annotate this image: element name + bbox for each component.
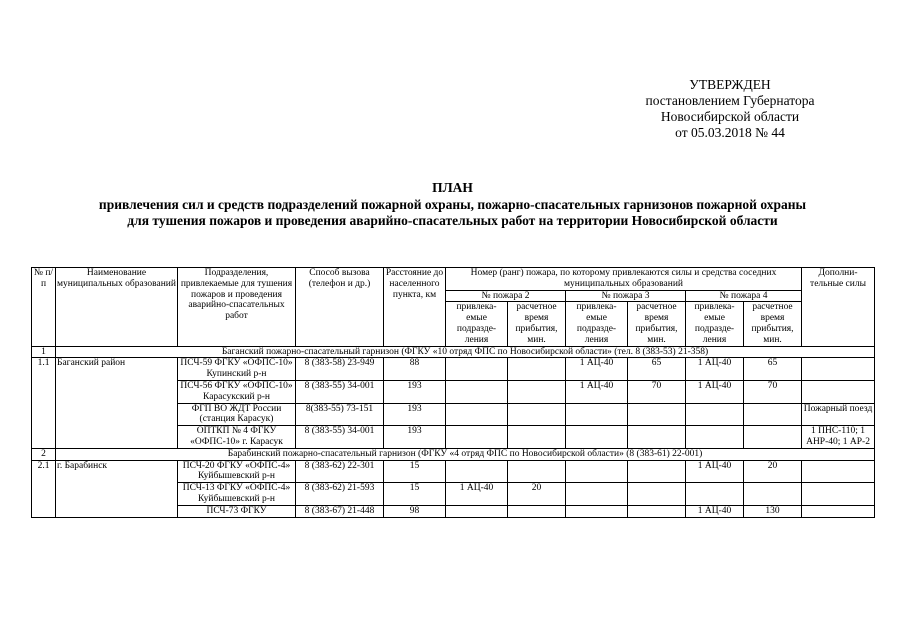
plan-table	[31, 267, 875, 518]
row-call: 8 (383-55) 34-001	[296, 380, 384, 403]
row-unit: ПСЧ-13 ФГКУ «ОФПС-4» Куйбышевский р-н	[178, 483, 296, 506]
row-municipality: г. Барабинск	[56, 460, 178, 517]
row-call: 8 (383-58) 23-949	[296, 358, 384, 381]
section-num: 1	[32, 346, 56, 358]
header-arrival: расчетное время прибытия, мин.	[744, 302, 802, 346]
row-f3-time	[628, 426, 686, 449]
title-line-1: привлечения сил и средств подразделений пожарной охраны, пожарно-спасательных гарнизонов пожарной охраны	[98, 196, 807, 212]
row-f2-time	[508, 380, 566, 403]
title-heading: ПЛАН	[432, 180, 473, 195]
row-f4-unit: 1 АЦ-40	[686, 380, 744, 403]
row-f3-time	[628, 483, 686, 506]
row-f4-time: 20	[744, 460, 802, 483]
row-f2-time	[508, 460, 566, 483]
row-distance: 193	[384, 380, 446, 403]
row-call: 8 (383-67) 21-448	[296, 505, 384, 517]
row-f4-time: 130	[744, 505, 802, 517]
row-extra	[802, 483, 875, 506]
row-f4-unit	[686, 403, 744, 426]
row-distance: 15	[384, 483, 446, 506]
header-units: Подразделения, привлекаемые для тушения пожаров и проведения аварийно-спасательных работ	[178, 268, 296, 347]
row-f2-time	[508, 426, 566, 449]
approval-block	[560, 77, 900, 141]
row-num: 2.1	[32, 460, 56, 517]
header-fire-3: № пожара 3	[566, 290, 686, 302]
section-title: Барабинский пожарно-спасательный гарнизон (ФГКУ «4 отряд ФПС по Новосибирской области» (8 (383-61) 22-001)	[56, 448, 875, 460]
row-extra	[802, 380, 875, 403]
row-extra	[802, 505, 875, 517]
row-distance: 15	[384, 460, 446, 483]
row-distance: 88	[384, 358, 446, 381]
row-f4-time	[744, 426, 802, 449]
document-title	[0, 180, 905, 230]
row-extra: Пожарный поезд	[802, 403, 875, 426]
row-f2-unit	[446, 460, 508, 483]
row-unit: ПСЧ-59 ФГКУ «ОФПС-10» Купинский р-н	[178, 358, 296, 381]
row-f2-unit: 1 АЦ-40	[446, 483, 508, 506]
section-row	[32, 346, 875, 358]
header-arrival: расчетное время прибытия, мин.	[628, 302, 686, 346]
row-call: 8 (383-62) 22-301	[296, 460, 384, 483]
row-unit: ПСЧ-56 ФГКУ «ОФПС-10» Карасукский р-н	[178, 380, 296, 403]
row-f2-unit	[446, 380, 508, 403]
row-f3-unit	[566, 483, 628, 506]
row-f3-unit	[566, 505, 628, 517]
row-f2-unit	[446, 426, 508, 449]
row-f4-unit	[686, 426, 744, 449]
row-call: 8 (383-62) 21-593	[296, 483, 384, 506]
row-f3-unit	[566, 403, 628, 426]
row-f2-unit	[446, 505, 508, 517]
row-municipality: Баганский район	[56, 358, 178, 448]
header-fire-2: № пожара 2	[446, 290, 566, 302]
row-f2-unit	[446, 358, 508, 381]
row-f2-time	[508, 505, 566, 517]
row-distance: 193	[384, 426, 446, 449]
row-call: 8 (383-55) 34-001	[296, 426, 384, 449]
row-extra	[802, 460, 875, 483]
row-f4-time	[744, 403, 802, 426]
header-arrival: расчетное время прибытия, мин.	[508, 302, 566, 346]
approval-line-1: УТВЕРЖДЕН	[689, 77, 771, 92]
header-extra: Дополни-тельные силы	[802, 268, 875, 347]
row-call: 8(383-55) 73-151	[296, 403, 384, 426]
title-line-2: для тушения пожаров и проведения аварийно-спасательных работ на территории Новосибирской области	[127, 213, 778, 228]
row-f4-time	[744, 483, 802, 506]
header-num: № п/п	[32, 268, 56, 347]
row-f3-time	[628, 403, 686, 426]
row-num: 1.1	[32, 358, 56, 448]
row-unit: ПСЧ-20 ФГКУ «ОФПС-4» Куйбышевский р-н	[178, 460, 296, 483]
row-extra	[802, 358, 875, 381]
header-involved: привлека-емые подразде-ления	[566, 302, 628, 346]
row-f3-time	[628, 460, 686, 483]
section-title: Баганский пожарно-спасательный гарнизон (ФГКУ «10 отряд ФПС по Новосибирской области» (тел. 8 (383-53) 21-358)	[56, 346, 875, 358]
header-involved: привлека-емые подразде-ления	[686, 302, 744, 346]
row-f3-unit: 1 АЦ-40	[566, 380, 628, 403]
row-f3-unit: 1 АЦ-40	[566, 358, 628, 381]
row-distance: 193	[384, 403, 446, 426]
row-f2-unit	[446, 403, 508, 426]
row-f2-time	[508, 403, 566, 426]
row-unit: ПСЧ-73 ФГКУ	[178, 505, 296, 517]
row-f3-time: 70	[628, 380, 686, 403]
row-f4-unit	[686, 483, 744, 506]
table-row	[32, 460, 875, 483]
row-f3-time: 65	[628, 358, 686, 381]
row-distance: 98	[384, 505, 446, 517]
approval-line-2: постановлением Губернатора	[645, 93, 815, 108]
header-municipality: Наименование муниципальных образований	[56, 268, 178, 347]
header-fire-4: № пожара 4	[686, 290, 802, 302]
section-num: 2	[32, 448, 56, 460]
row-f4-unit: 1 АЦ-40	[686, 505, 744, 517]
row-f3-unit	[566, 460, 628, 483]
table-row	[32, 358, 875, 381]
row-extra: 1 ПНС-110; 1 АНР-40; 1 АР-2	[802, 426, 875, 449]
section-row	[32, 448, 875, 460]
header-involved: привлека-емые подразде-ления	[446, 302, 508, 346]
row-f2-time	[508, 358, 566, 381]
row-unit: ФГП ВО ЖДТ России (станция Карасук)	[178, 403, 296, 426]
row-f4-unit: 1 АЦ-40	[686, 358, 744, 381]
header-distance: Расстояние до населенного пункта, км	[384, 268, 446, 347]
row-unit: ОПТКП № 4 ФГКУ «ОФПС-10» г. Карасук	[178, 426, 296, 449]
header-call: Способ вызова (телефон и др.)	[296, 268, 384, 347]
row-f2-time: 20	[508, 483, 566, 506]
header-rank-group: Номер (ранг) пожара, по которому привлекаются силы и средства соседних муниципальных образований	[446, 268, 802, 291]
row-f4-time: 65	[744, 358, 802, 381]
row-f3-time	[628, 505, 686, 517]
row-f4-time: 70	[744, 380, 802, 403]
approval-line-4: от 05.03.2018 № 44	[675, 125, 785, 140]
row-f3-unit	[566, 426, 628, 449]
approval-line-3: Новосибирской области	[660, 109, 800, 124]
row-f4-unit: 1 АЦ-40	[686, 460, 744, 483]
